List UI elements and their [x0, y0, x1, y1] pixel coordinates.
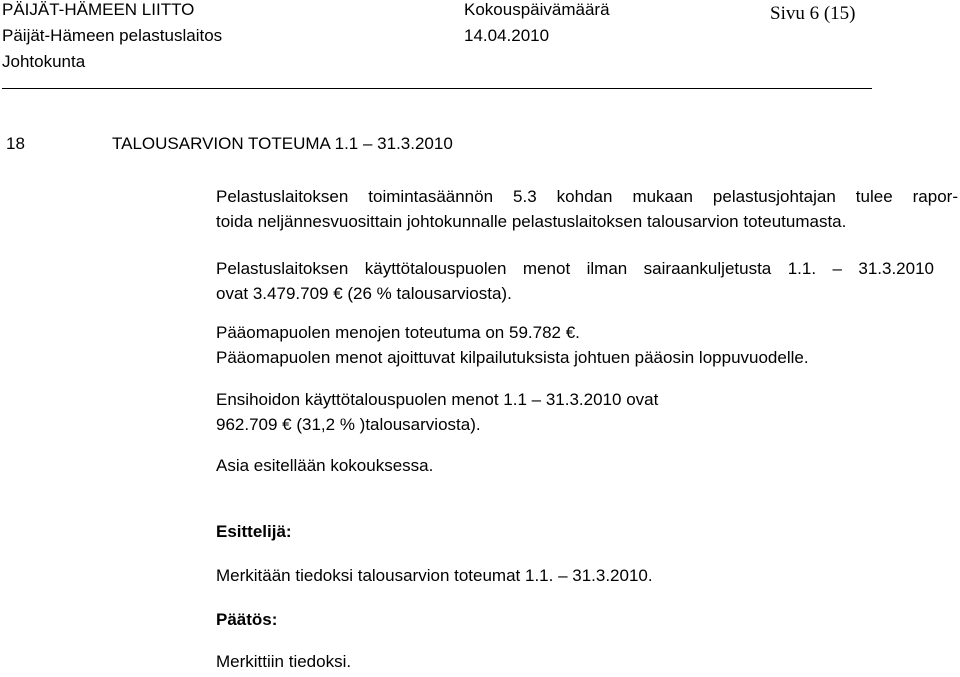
paragraph-line: Ensihoidon käyttötalouspuolen menot 1.1 – 31.3.2010 ovat — [216, 390, 659, 409]
meeting-date-value: 14.04.2010 — [464, 26, 550, 45]
paragraph-capital-costs — [216, 323, 956, 373]
proposal-text: Merkitään tiedoksi talousarvion toteumat 1.1. – 31.3.2010. — [216, 566, 653, 585]
paragraph-rules — [216, 187, 958, 237]
paragraph-line: Pääomapuolen menot ajoittuvat kilpailutuksista johtuen pääosin loppuvuodelle. — [216, 348, 809, 367]
page-number: Sivu 6 (15) — [770, 3, 856, 24]
paragraph-line: toida neljännesvuosittain johtokunnalle pelastuslaitoksen talousarvion toteutumasta. — [216, 212, 847, 231]
paragraph-line: ovat 3.479.709 € (26 % talousarviosta). — [216, 284, 512, 303]
proposal — [216, 566, 956, 591]
decision-label-text: Päätös: — [216, 610, 278, 629]
paragraph-line: Pääomapuolen menojen toteutuma on 59.782 €. — [216, 323, 580, 342]
section-title: TALOUSARVION TOTEUMA 1.1 – 31.3.2010 — [112, 134, 453, 153]
decision — [216, 652, 956, 677]
paragraph-line: Asia esitellään kokouksessa. — [216, 456, 434, 475]
meeting-date-label: Kokouspäivämäärä — [464, 0, 610, 19]
header-meeting-date — [464, 0, 704, 52]
paragraph-line: Pelastuslaitoksen toimintasäännön 5.3 kohdan mukaan pelastusjohtajan tulee rapor- — [216, 187, 958, 206]
header-body: Johtokunta — [2, 52, 86, 71]
paragraph-operating-costs — [216, 259, 934, 309]
decision-label — [216, 610, 956, 635]
header-divider — [2, 88, 872, 89]
paragraph-line: 962.709 € (31,2 % )talousarviosta). — [216, 415, 481, 434]
header-org-name: PÄIJÄT-HÄMEEN LIITTO — [2, 0, 195, 19]
presenter-label-text: Esittelijä: — [216, 522, 292, 541]
paragraph-line: Pelastuslaitoksen käyttötalouspuolen menot ilman sairaankuljetusta 1.1. – 31.3.2010 — [216, 259, 934, 278]
section-number: 18 — [6, 134, 25, 153]
paragraph-presentation — [216, 456, 956, 481]
paragraph-emergency-care — [216, 390, 956, 440]
header-department: Päijät-Hämeen pelastuslaitos — [2, 26, 223, 45]
decision-text: Merkittiin tiedoksi. — [216, 652, 352, 671]
presenter-label — [216, 522, 956, 547]
header-organization — [2, 0, 462, 78]
